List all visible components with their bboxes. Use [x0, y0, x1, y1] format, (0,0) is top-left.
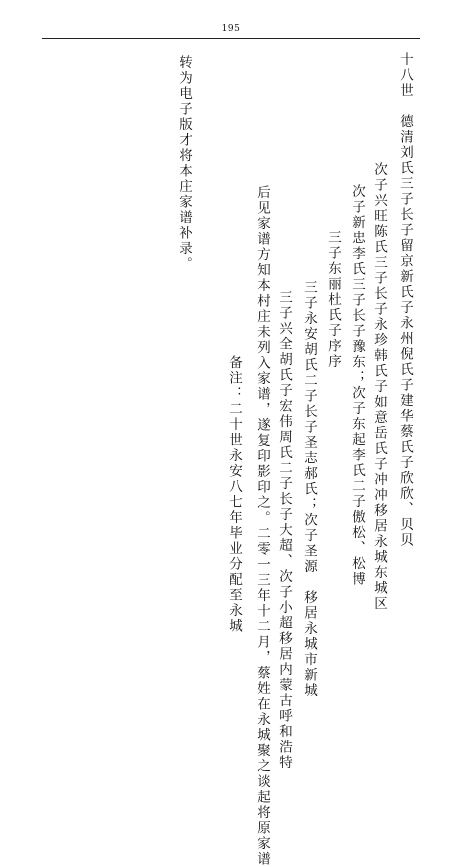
note-heading: 备注：二十世永安八七年毕业分配至永城 — [226, 355, 242, 634]
page-number: 195 — [221, 24, 241, 34]
genealogy-line-third-son-dongli: 三子东丽杜氏子序序 — [325, 230, 341, 370]
genealogy-line-second-son-xinzhong: 次子新忠李氏三子长子豫东；次子东起李氏二子傲松、松博 — [349, 184, 365, 587]
note-body-line-2: 转为电子版才将本庄家谱补录。 — [176, 55, 192, 272]
genealogy-line-second-son-xingwang: 次子兴旺陈氏三子长子永珍韩氏子如意岳氏子冲冲移居永城东城区 — [371, 162, 387, 612]
genealogy-line-third-son-yongan: 三子永安胡氏二子长子圣志郝氏；次子圣源 移居永城市新城 — [301, 280, 317, 699]
genealogy-line-generation-18: 十八世 德清刘氏三子长子留京新氏子永州倪氏子建华蔡氏子欣欣、贝贝 — [397, 52, 413, 548]
note-body-line-1: 后见家谱方知本村庄未列入家谱，遂复印影印之。二零一三年十二月，蔡姓在永城聚之谈起将原家谱 — [254, 185, 270, 867]
genealogy-line-third-son-xingquan: 三子兴全胡氏子宏伟周氏二子长子大超、次子小超移居内蒙古呼和浩特 — [276, 290, 292, 771]
header-rule — [42, 38, 420, 39]
